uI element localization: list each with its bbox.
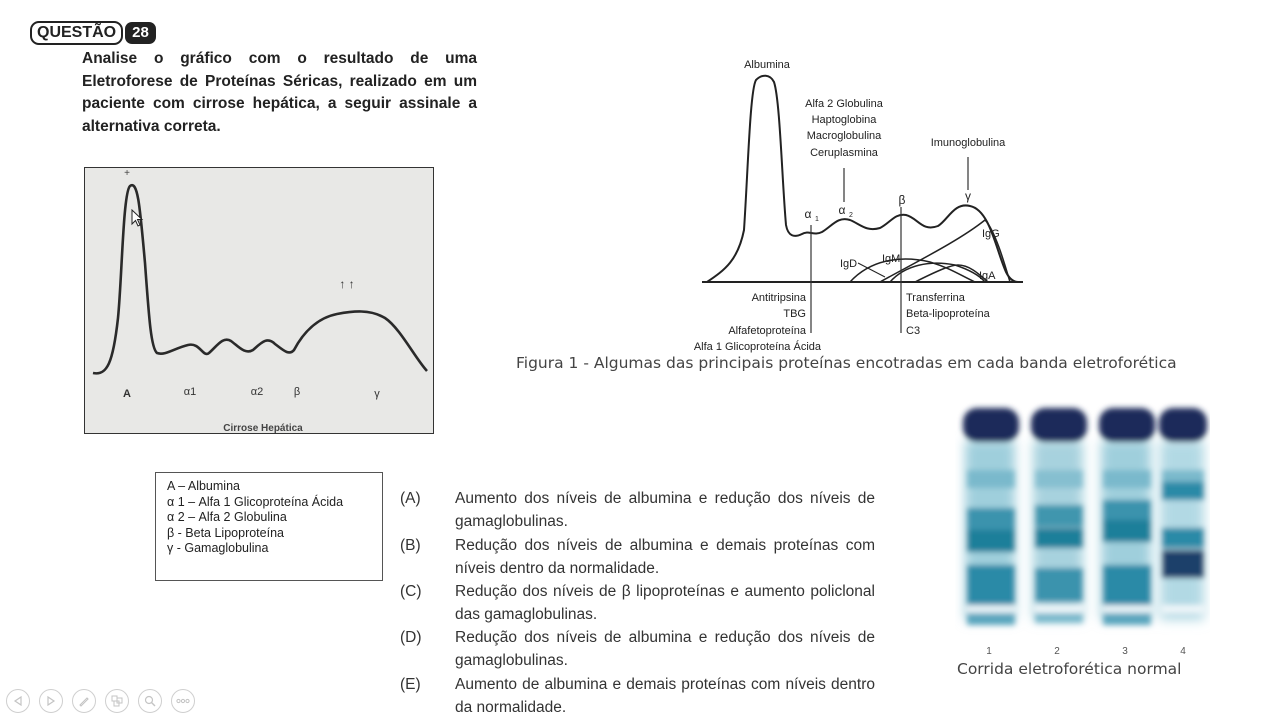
label-gamma: γ xyxy=(965,189,971,203)
label-albumina: Albumina xyxy=(744,59,790,71)
option-letter: (C) xyxy=(400,583,422,600)
alpha1-protein: Alfafetoproteína xyxy=(728,325,806,337)
option-letter: (B) xyxy=(400,537,421,554)
more-options-button[interactable] xyxy=(171,689,195,713)
alpha2-protein: Alfa 2 Globulina xyxy=(805,98,883,110)
slides-grid-button[interactable] xyxy=(105,689,129,713)
label-igg: IgG xyxy=(982,228,1000,240)
slideshow-toolbar xyxy=(6,689,195,713)
label-alpha2: α2 xyxy=(250,386,264,398)
pen-icon xyxy=(78,695,90,707)
option-text: Aumento de albumina e demais proteínas com níveis dentro da normalidade. xyxy=(455,676,875,716)
label-alpha1: α xyxy=(804,207,812,221)
label-alpha1: α1 xyxy=(183,386,197,398)
label-igd: IgD xyxy=(840,258,858,270)
gel-image xyxy=(955,400,1210,660)
label-beta: β xyxy=(293,386,301,398)
svg-text:2: 2 xyxy=(849,212,853,219)
option-text: Redução dos níveis de albumina e demais proteínas com níveis dentro da normalidade. xyxy=(455,537,875,577)
option-d[interactable] xyxy=(400,626,875,672)
triangle-left-icon xyxy=(13,696,23,706)
label-imunoglobulina: Imunoglobulina xyxy=(930,137,1006,149)
graph-caption: Cirrose Hepática xyxy=(223,423,303,434)
option-text: Redução dos níveis de albumina e redução dos níveis de gamaglobulinas. xyxy=(455,629,875,669)
legend-item: A – Albumina xyxy=(167,479,240,493)
alpha2-protein: Haptoglobina xyxy=(811,114,877,126)
svg-text:1: 1 xyxy=(815,216,819,223)
increase-arrows: ↑ ↑ xyxy=(339,277,355,291)
beta-protein: Beta-lipoproteína xyxy=(906,308,990,320)
lane-label: 3 xyxy=(1122,646,1128,657)
patient-electrophoresis-graph xyxy=(84,167,434,434)
question-label: QUESTÃO xyxy=(30,21,123,45)
label-beta: β xyxy=(898,193,906,207)
slides-grid-icon xyxy=(111,695,123,707)
option-letter: (E) xyxy=(400,676,421,693)
label-gamma: γ xyxy=(374,388,380,400)
option-letter: (D) xyxy=(400,629,422,646)
alpha2-protein: Ceruplasmina xyxy=(810,147,878,159)
mouse-cursor-icon xyxy=(131,209,145,229)
lane-label: 4 xyxy=(1180,646,1186,657)
magnifier-icon xyxy=(144,695,156,707)
alpha1-protein: Alfa 1 Glicoproteína Ácida xyxy=(693,341,821,353)
legend-item: α 2 – Alfa 2 Globulina xyxy=(167,510,287,524)
legend-box xyxy=(155,472,383,581)
label-iga: IgA xyxy=(979,270,996,282)
previous-slide-button[interactable] xyxy=(6,689,30,713)
option-letter: (A) xyxy=(400,490,421,507)
option-e[interactable] xyxy=(400,673,875,719)
positive-marker: + xyxy=(124,168,130,179)
option-b[interactable] xyxy=(400,534,875,580)
zoom-button[interactable] xyxy=(138,689,162,713)
question-badge xyxy=(30,21,156,45)
question-number: 28 xyxy=(125,22,156,44)
triangle-right-icon xyxy=(46,696,56,706)
alpha2-protein: Macroglobulina xyxy=(806,130,882,142)
beta-protein: C3 xyxy=(906,325,921,337)
alpha1-protein: Antitripsina xyxy=(751,292,806,304)
lane-label: 1 xyxy=(986,646,992,657)
figure1-caption: Figura 1 - Algumas das principais proteínas encotradas em cada banda eletroforética xyxy=(516,354,1177,372)
figure1-diagram xyxy=(690,50,1035,355)
alpha1-protein: TBG xyxy=(783,308,806,320)
option-c[interactable] xyxy=(400,580,875,626)
beta-protein: Transferrina xyxy=(906,292,965,304)
label-alpha2: α xyxy=(838,203,846,217)
pen-button[interactable] xyxy=(72,689,96,713)
legend-item: β - Beta Lipoproteína xyxy=(167,525,284,540)
legend-item: γ - Gamaglobulina xyxy=(167,541,269,555)
legend-item: α 1 – Alfa 1 Glicoproteína Ácida xyxy=(167,494,344,509)
option-text: Redução dos níveis de β lipoproteínas e aumento policlonal das gamaglobulinas. xyxy=(455,583,875,623)
ellipsis-icon xyxy=(176,698,190,704)
option-a[interactable] xyxy=(400,487,875,533)
label-albumin: A xyxy=(123,388,131,400)
option-text: Aumento dos níveis de albumina e redução dos níveis de gamaglobulinas. xyxy=(455,490,875,530)
next-slide-button[interactable] xyxy=(39,689,63,713)
lane-label: 2 xyxy=(1054,646,1060,657)
gel-caption: Corrida eletroforética normal xyxy=(957,660,1182,678)
question-stem: Analise o gráfico com o resultado de uma Eletroforese de Proteínas Séricas, realizado em um paciente com cirrose hepática, a seguir assinale a alternativa correta. xyxy=(82,50,477,135)
label-igm: IgM xyxy=(882,253,901,265)
